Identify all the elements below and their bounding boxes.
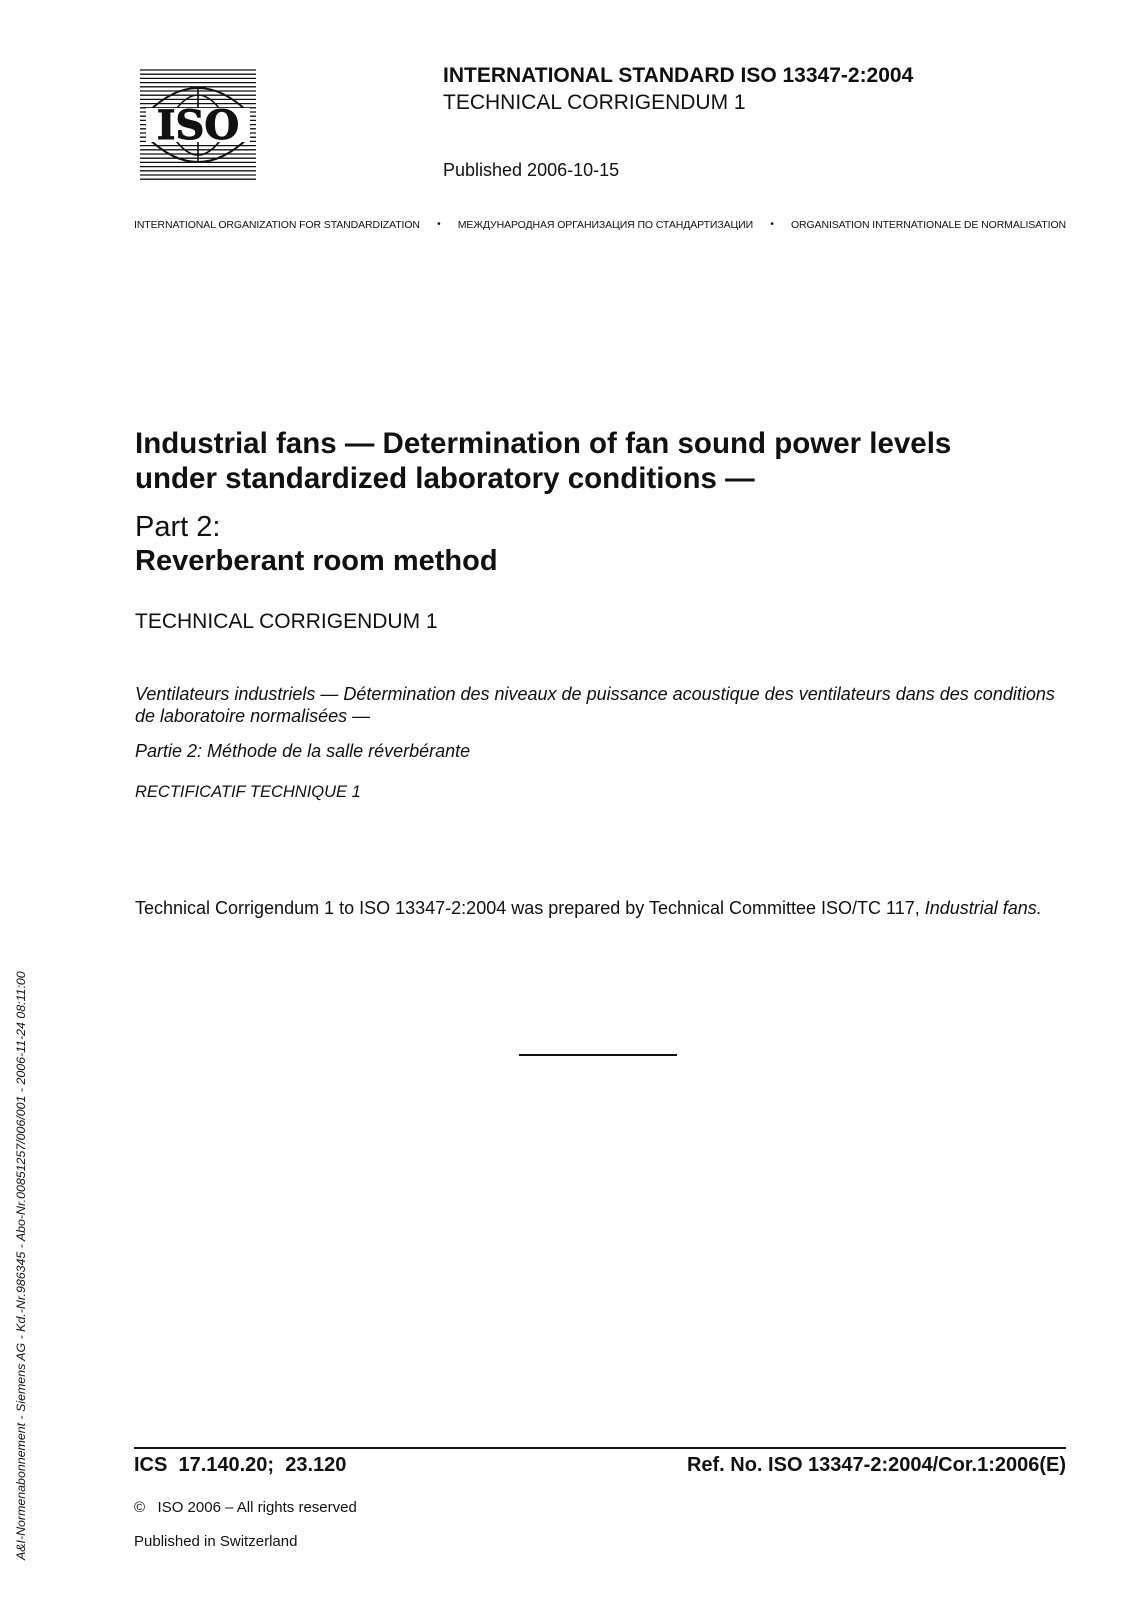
org-name-en: INTERNATIONAL ORGANIZATION FOR STANDARDIZATION <box>134 219 420 231</box>
corrigendum-header: TECHNICAL CORRIGENDUM 1 <box>443 91 746 114</box>
part-label: Part 2: <box>135 511 221 543</box>
part-title: Reverberant room method <box>135 545 498 577</box>
published-date: Published 2006-10-15 <box>443 160 620 180</box>
reference-number: Ref. No. ISO 13347-2:2004/Cor.1:2006(E) <box>686 1454 1066 1476</box>
standard-title: INTERNATIONAL STANDARD ISO 13347-2:2004 <box>443 64 914 87</box>
body-paragraph <box>135 897 1065 919</box>
body-text: Technical Corrigendum 1 to ISO 13347-2:2004 was prepared by Technical Committee ISO/TC 117, <box>135 898 925 918</box>
footer-rule <box>134 1447 1066 1449</box>
ics-codes: ICS 17.140.20; 23.120 <box>134 1454 347 1476</box>
french-part-title: Partie 2: Méthode de la salle réverbérante <box>135 741 471 761</box>
corrigendum-label: TECHNICAL CORRIGENDUM 1 <box>135 610 438 633</box>
french-corrigendum-label: RECTIFICATIF TECHNIQUE 1 <box>135 783 361 801</box>
french-title: Ventilateurs industriels — Détermination des niveaux de puissance acoustique des ventilateurs dans des conditions de laboratoire normalisées — <box>135 684 1055 726</box>
title-line-1: Industrial fans — Determination of fan sound power levels <box>135 427 952 460</box>
title-line-2: under standardized laboratory conditions — <box>135 462 755 495</box>
section-end-rule <box>519 1054 677 1056</box>
org-name-fr: ORGANISATION INTERNATIONALE DE NORMALISATION <box>790 219 1066 231</box>
body-italic-text: Industrial fans. <box>924 898 1042 918</box>
org-name-ru: МЕЖДУНАРОДНАЯ ОРГАНИЗАЦИЯ ПО СТАНДАРТИЗАЦИИ <box>457 219 754 231</box>
bullet-separator: • <box>770 219 774 230</box>
copyright-notice: © ISO 2006 – All rights reserved <box>134 1499 357 1516</box>
iso-logo-icon <box>140 68 256 180</box>
organization-names-line <box>134 219 1066 231</box>
document-title <box>135 426 1065 496</box>
published-in: Published in Switzerland <box>134 1533 298 1550</box>
bullet-separator: • <box>437 219 441 230</box>
side-watermark-note: A&I-Normenabonnement - Siemens AG - Kd.-Nr.986345 - Abo-Nr.00851257/006/001 - 2006-11-24 08:11:00 <box>14 971 28 1560</box>
iso-logo-text: ISO <box>156 102 240 149</box>
